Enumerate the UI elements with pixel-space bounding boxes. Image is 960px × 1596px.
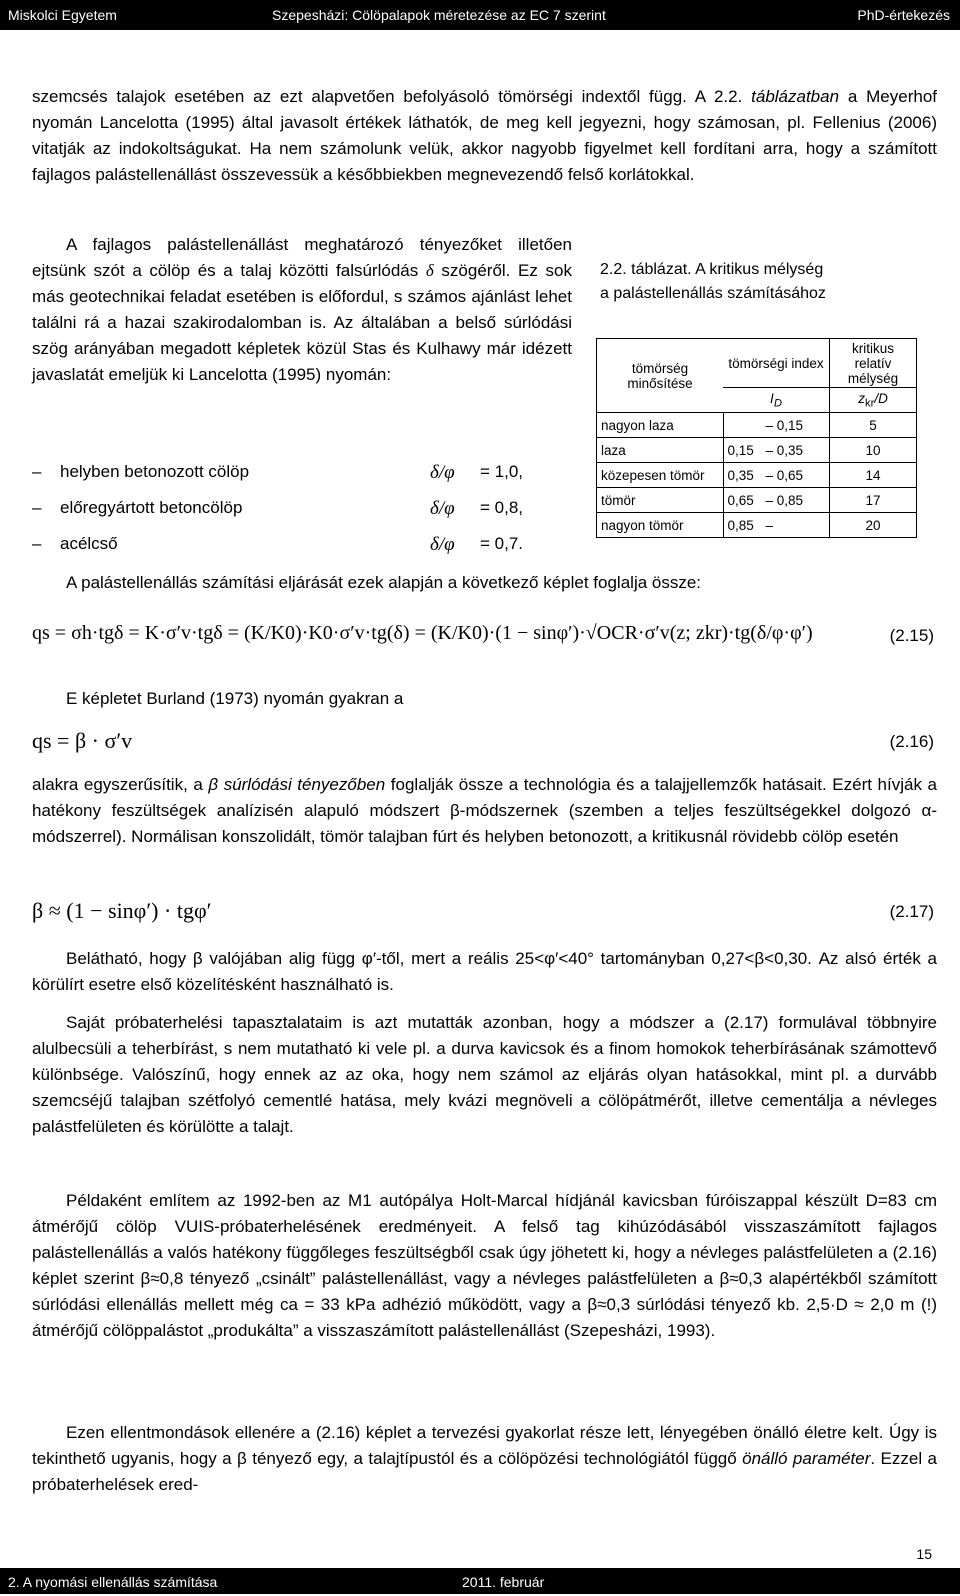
paragraph-7: Saját próbaterhelési tapasztalataim is azt mutatták azonban, hogy a módszer a (2.17) formulával többnyire alulbecsüli a teherbírást, s nem mutatható ki vele pl. a durva kavicsok és a finom homokok teherbírásának számottevő különbsége. Valószínű, hogy ennek az az oka, hogy nem számol az eljárás olyan hatásokkal, mint pl. a durvább szemcséjű talajban szétfolyó cementlé hatása, mely kvázi megnöveli a cölöpátmérőt, illetve cementálja a névleges palástfelületen és körülötte a talajt. (32, 1013, 937, 1136)
table-reference: táblázatban (751, 87, 840, 106)
equation-2-15: qs = σh·tgδ = K·σ′v·tgδ = (K/K0)·K0·σ′v·tg(δ) = (K/K0)·(1 − sinφ′)·√OCR·σ′v(z; zkr)·tg(δ/φ·φ′) (32, 622, 813, 644)
paragraph-4: E képletet Burland (1973) nyomán gyakran a (66, 689, 404, 708)
table-row: tömör 0,65 – 0,85 17 (597, 488, 917, 513)
symbol-zkr: $z_{kr}/D$ (830, 388, 917, 413)
equation-number: (2.17) (889, 902, 934, 921)
header-center: Szepesházi: Cölöpalapok méretezése az EC 7 szerint (272, 7, 606, 23)
equation-2-17: β ≈ (1 − sinφ′) · tgφ′ (32, 898, 212, 923)
symbol-id: $I_D$ (723, 388, 830, 413)
page-number: 15 (916, 1546, 932, 1562)
header-left: Miskolci Egyetem (8, 7, 117, 23)
table-row: közepesen tömör 0,35 – 0,65 14 (597, 463, 917, 488)
col-header-index: tömörségi index (723, 339, 830, 388)
footer-center: 2011. február (462, 1574, 545, 1590)
table-header-row (597, 339, 917, 388)
critical-depth-table (596, 338, 917, 538)
equation-number: (2.16) (889, 732, 934, 751)
paragraph-3: A palástellenállás számítási eljárását ezek alapján a következő képlet foglalja össze: (66, 573, 702, 592)
paragraph-9: Ezen ellentmondások ellenére a (2.16) képlet a tervezési gyakorlat része lett, lényegében önálló életre kelt. Úgy is tekinthető ugyanis, hogy a β tényező egy, a talajtípustól és a cölöpözési technológiától függő önálló paraméter. Ezzel a próbaterhelések ered- (32, 1423, 938, 1494)
col-header-depth: kritikus relatív mélység (830, 339, 917, 388)
header-right: PhD-értekezés (857, 7, 950, 23)
equation-2-16: qs = β · σ′v (32, 728, 133, 753)
paragraph-2: A fajlagos palástellenállást meghatározó tényezőket illetően ejtsünk szót a cölöp és a talaj közötti falsúrlódás δ szögéről. Ez sok más geotechnikai feladat esetében is előfordul, s számos ajánlást lehet találni rá a hazai szakirodalomban is. Az általában a belső súrlódási szög arányában megadott képletek közül Stas és Kulhawy már idézett javaslatát emeljük ki Lancelotta (1995) nyomán: (32, 235, 572, 384)
delta-symbol: δ (425, 261, 434, 280)
table-row: nagyon tömör 0,85 – 20 (597, 513, 917, 538)
bullet-item: – előregyártott betoncölöp δ/φ = 0,8, (32, 498, 524, 519)
beta-term: β súrlódási tényezőben (208, 775, 386, 794)
bullet-item: – helyben betonozott cölöp δ/φ = 1,0, (32, 462, 524, 483)
paragraph-5: alakra egyszerűsítik, a β súrlódási tényezőben foglalják össze a technológia és a talajjellemzők hatásait. Ezért hívják a hatékony feszültségek analízisén alapuló módszert β-módszernek (szemben a teljes feszültségekkel dolgozó α-módszerrel). Normálisan konszolidált, tömör talajban fúrt és helyben betonozott, a kritikusnál rövidebb cölöp esetén (32, 775, 937, 846)
page-header (0, 0, 960, 30)
col-header-rating: tömörség minősítése (597, 339, 724, 413)
paragraph-8: Példaként említem az 1992-ben az M1 autópálya Holt-Marcal hídjánál kavicsban fúróiszappal készült D=83 cm átmérőjű cölöp VUIS-próbaterhelésének eredményeit. A felső tag kihúzódásából visszaszámított fajlagos palástellenállás a valós hatékony függőleges feszültségből csak úgy jöhetett ki, hogy a névleges palástfelületen a (2.16) képlet szerint β≈0,8 tényező „csinált” palástellenállást, vagy a névleges palástfelületen a β≈0,3 alapértékből számított súrlódási ellenállás mellett még ca = 33 kPa adhézió működött, vagy a β≈0,3 súrlódási tényező kb. 2,5·D ≈ 2,0 m (!) átmérőjű cölöppalástot „produkálta” a visszaszámított palástellenállást (Szepesházi, 1993). (32, 1191, 937, 1340)
equation-number: (2.15) (889, 626, 934, 645)
page-footer (0, 1568, 960, 1594)
table-row: nagyon laza – 0,15 5 (597, 413, 917, 438)
paragraph-1: szemcsés talajok esetében az ezt alapvetően befolyásoló tömörségi indextől függ. A 2.2. táblázatban a Meyerhof nyomán Lancelotta (1995) által javasolt értékek láthatók, de meg kell jegyezni, hogy számosan, pl. Fellenius (2006) vitatják az indokoltságukat. Ha nem számolunk velük, akkor nagyobb figyelmet kell fordítani arra, hogy a számított fajlagos palástellenállást összevessük a későbbiekben megnevezendő felső korlátokkal. (32, 87, 937, 184)
paragraph-6: Belátható, hogy β valójában alig függ φ′-től, mert a reális 25<φ′<40° tartományban 0,27<β<0,30. Az alsó érték a körülírt esetre első közelítésként használható is. (32, 949, 937, 994)
table-row: laza 0,15 – 0,35 10 (597, 438, 917, 463)
footer-left: 2. A nyomási ellenállás számítása (8, 1574, 218, 1590)
bullet-item: – acélcső δ/φ = 0,7. (32, 534, 524, 555)
table-caption: 2.2. táblázat. A kritikus mélység a palástellenállás számításához (600, 261, 826, 302)
